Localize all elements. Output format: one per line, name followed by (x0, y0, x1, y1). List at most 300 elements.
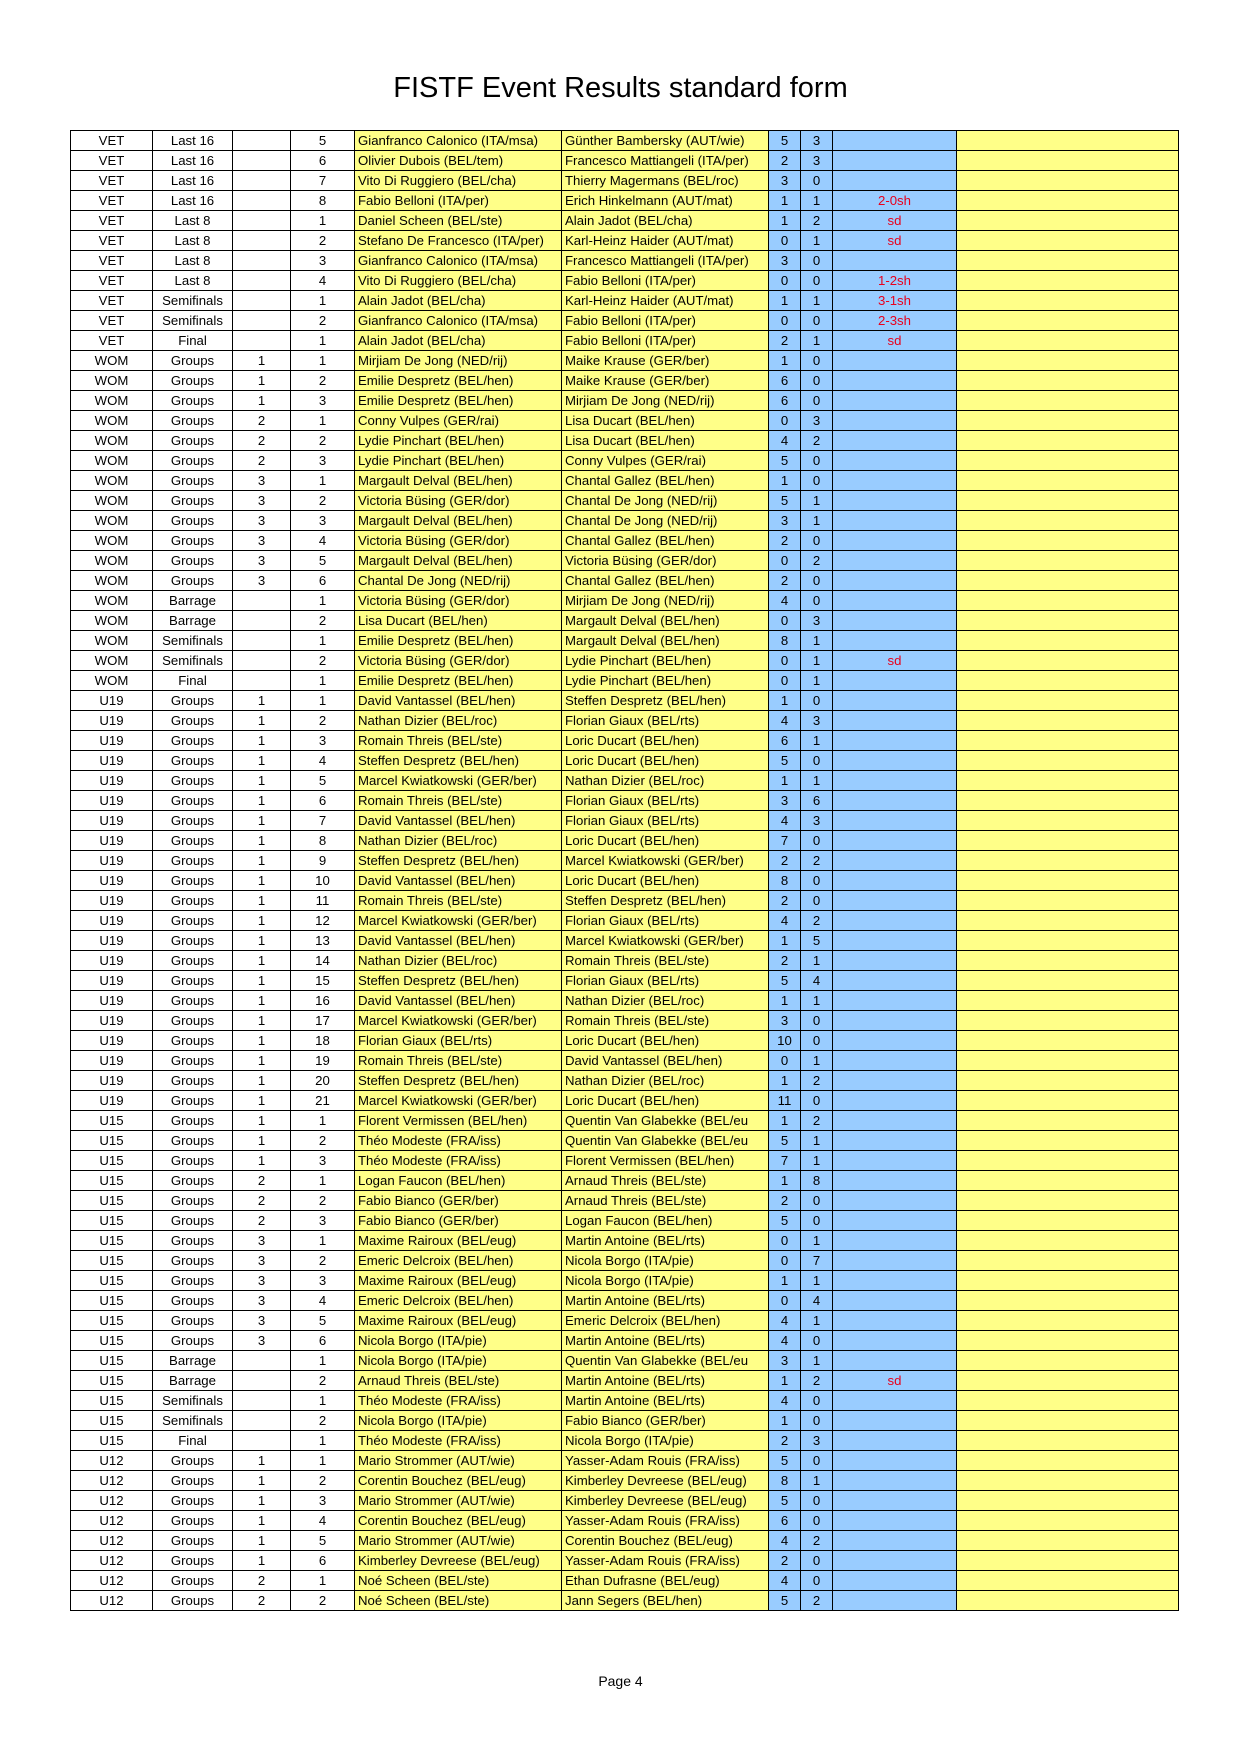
player2-cell: Lisa Ducart (BEL/hen) (562, 431, 769, 451)
player2-cell: Quentin Van Glabekke (BEL/eu (562, 1131, 769, 1151)
extra-cell (957, 811, 1179, 831)
group-cell (233, 611, 291, 631)
player2-cell: Victoria Büsing (GER/dor) (562, 551, 769, 571)
player2-cell: Florian Giaux (BEL/rts) (562, 811, 769, 831)
table-row (71, 1351, 1179, 1371)
match-cell: 2 (291, 1471, 355, 1491)
extra-cell (957, 831, 1179, 851)
group-cell: 3 (233, 1331, 291, 1351)
score1-cell: 0 (769, 1251, 801, 1271)
extra-cell (957, 871, 1179, 891)
category-cell: WOM (71, 411, 153, 431)
score2-cell: 1 (801, 511, 833, 531)
match-cell: 1 (291, 331, 355, 351)
score1-cell: 5 (769, 491, 801, 511)
score1-cell: 6 (769, 391, 801, 411)
match-cell: 3 (291, 731, 355, 751)
player1-cell: Maxime Rairoux (BEL/eug) (355, 1271, 562, 1291)
round-cell: Groups (153, 1011, 233, 1031)
player1-cell: Nathan Dizier (BEL/roc) (355, 831, 562, 851)
table-row (71, 1151, 1179, 1171)
table-row (71, 931, 1179, 951)
group-cell: 1 (233, 1471, 291, 1491)
player1-cell: Lydie Pinchart (BEL/hen) (355, 431, 562, 451)
group-cell: 1 (233, 1451, 291, 1471)
score2-cell: 1 (801, 1271, 833, 1291)
group-cell: 2 (233, 1171, 291, 1191)
extra-cell (957, 351, 1179, 371)
group-cell: 3 (233, 1231, 291, 1251)
player1-cell: Emilie Despretz (BEL/hen) (355, 671, 562, 691)
score1-cell: 8 (769, 631, 801, 651)
match-cell: 3 (291, 451, 355, 471)
score1-cell: 4 (769, 911, 801, 931)
round-cell: Groups (153, 1491, 233, 1511)
player2-cell: David Vantassel (BEL/hen) (562, 1051, 769, 1071)
note-cell: sd (833, 651, 957, 671)
score2-cell: 0 (801, 591, 833, 611)
note-cell (833, 591, 957, 611)
player2-cell: Chantal De Jong (NED/rij) (562, 511, 769, 531)
table-row (71, 511, 1179, 531)
table-row (71, 1191, 1179, 1211)
score2-cell: 2 (801, 911, 833, 931)
round-cell: Groups (153, 391, 233, 411)
round-cell: Groups (153, 1111, 233, 1131)
note-cell (833, 1051, 957, 1071)
round-cell: Groups (153, 1071, 233, 1091)
round-cell: Groups (153, 1231, 233, 1251)
score2-cell: 0 (801, 691, 833, 711)
extra-cell (957, 971, 1179, 991)
group-cell (233, 271, 291, 291)
match-cell: 7 (291, 171, 355, 191)
player2-cell: Romain Threis (BEL/ste) (562, 1011, 769, 1031)
table-row (71, 1411, 1179, 1431)
player1-cell: Steffen Despretz (BEL/hen) (355, 971, 562, 991)
table-row (71, 331, 1179, 351)
score1-cell: 4 (769, 1391, 801, 1411)
extra-cell (957, 1411, 1179, 1431)
table-row (71, 611, 1179, 631)
note-cell (833, 1251, 957, 1271)
group-cell: 1 (233, 391, 291, 411)
round-cell: Last 16 (153, 131, 233, 151)
player1-cell: David Vantassel (BEL/hen) (355, 931, 562, 951)
table-row (71, 1491, 1179, 1511)
category-cell: VET (71, 251, 153, 271)
score2-cell: 0 (801, 1551, 833, 1571)
note-cell (833, 251, 957, 271)
score2-cell: 4 (801, 1291, 833, 1311)
category-cell: U15 (71, 1291, 153, 1311)
player2-cell: Kimberley Devreese (BEL/eug) (562, 1471, 769, 1491)
score1-cell: 11 (769, 1091, 801, 1111)
group-cell: 2 (233, 1191, 291, 1211)
category-cell: U15 (71, 1391, 153, 1411)
table-row (71, 1111, 1179, 1131)
category-cell: U15 (71, 1331, 153, 1351)
group-cell: 1 (233, 1531, 291, 1551)
player2-cell: Romain Threis (BEL/ste) (562, 951, 769, 971)
match-cell: 1 (291, 1431, 355, 1451)
score2-cell: 0 (801, 1571, 833, 1591)
player1-cell: Nathan Dizier (BEL/roc) (355, 711, 562, 731)
match-cell: 3 (291, 251, 355, 271)
match-cell: 4 (291, 271, 355, 291)
player1-cell: Lydie Pinchart (BEL/hen) (355, 451, 562, 471)
extra-cell (957, 1231, 1179, 1251)
extra-cell (957, 551, 1179, 571)
table-row (71, 631, 1179, 651)
table-row (71, 971, 1179, 991)
extra-cell (957, 731, 1179, 751)
score2-cell: 1 (801, 1471, 833, 1491)
table-row (71, 851, 1179, 871)
table-row (71, 431, 1179, 451)
category-cell: U15 (71, 1131, 153, 1151)
note-cell (833, 791, 957, 811)
table-row (71, 1571, 1179, 1591)
table-row (71, 1291, 1179, 1311)
extra-cell (957, 511, 1179, 531)
score1-cell: 8 (769, 1471, 801, 1491)
category-cell: U15 (71, 1431, 153, 1451)
score2-cell: 0 (801, 831, 833, 851)
score2-cell: 0 (801, 1331, 833, 1351)
page-number: Page 4 (598, 1673, 643, 1689)
extra-cell (957, 211, 1179, 231)
round-cell: Groups (153, 1591, 233, 1611)
note-cell (833, 1351, 957, 1371)
match-cell: 2 (291, 431, 355, 451)
score1-cell: 7 (769, 831, 801, 851)
round-cell: Groups (153, 1451, 233, 1471)
table-row (71, 1371, 1179, 1391)
category-cell: VET (71, 191, 153, 211)
round-cell: Barrage (153, 591, 233, 611)
note-cell (833, 351, 957, 371)
match-cell: 4 (291, 531, 355, 551)
extra-cell (957, 1511, 1179, 1531)
note-cell (833, 151, 957, 171)
player2-cell: Francesco Mattiangeli (ITA/per) (562, 151, 769, 171)
player1-cell: Olivier Dubois (BEL/tem) (355, 151, 562, 171)
score2-cell: 0 (801, 1091, 833, 1111)
player1-cell: Conny Vulpes (GER/rai) (355, 411, 562, 431)
score2-cell: 4 (801, 971, 833, 991)
score2-cell: 0 (801, 311, 833, 331)
player1-cell: Marcel Kwiatkowski (GER/ber) (355, 1091, 562, 1111)
note-cell (833, 711, 957, 731)
extra-cell (957, 1211, 1179, 1231)
note-cell (833, 1531, 957, 1551)
table-row (71, 1311, 1179, 1331)
match-cell: 2 (291, 611, 355, 631)
extra-cell (957, 371, 1179, 391)
player1-cell: Steffen Despretz (BEL/hen) (355, 851, 562, 871)
match-cell: 1 (291, 351, 355, 371)
category-cell: U15 (71, 1251, 153, 1271)
table-row (71, 1091, 1179, 1111)
player2-cell: Fabio Belloni (ITA/per) (562, 331, 769, 351)
score1-cell: 2 (769, 1191, 801, 1211)
match-cell: 7 (291, 811, 355, 831)
extra-cell (957, 1331, 1179, 1351)
score1-cell: 1 (769, 211, 801, 231)
note-cell (833, 1031, 957, 1051)
table-row (71, 251, 1179, 271)
score2-cell: 0 (801, 531, 833, 551)
player1-cell: Marcel Kwiatkowski (GER/ber) (355, 1011, 562, 1031)
note-cell (833, 1191, 957, 1211)
player2-cell: Margault Delval (BEL/hen) (562, 631, 769, 651)
table-row (71, 1171, 1179, 1191)
player1-cell: Maxime Rairoux (BEL/eug) (355, 1231, 562, 1251)
round-cell: Groups (153, 1571, 233, 1591)
match-cell: 2 (291, 1251, 355, 1271)
category-cell: WOM (71, 671, 153, 691)
score2-cell: 2 (801, 851, 833, 871)
category-cell: U15 (71, 1271, 153, 1291)
score1-cell: 3 (769, 511, 801, 531)
player1-cell: Arnaud Threis (BEL/ste) (355, 1371, 562, 1391)
match-cell: 5 (291, 771, 355, 791)
match-cell: 16 (291, 991, 355, 1011)
group-cell: 1 (233, 951, 291, 971)
player2-cell: Nathan Dizier (BEL/roc) (562, 1071, 769, 1091)
table-row (71, 391, 1179, 411)
category-cell: U19 (71, 691, 153, 711)
round-cell: Groups (153, 1291, 233, 1311)
score1-cell: 0 (769, 611, 801, 631)
note-cell (833, 931, 957, 951)
extra-cell (957, 791, 1179, 811)
table-row (71, 891, 1179, 911)
table-row (71, 1271, 1179, 1291)
player1-cell: Victoria Büsing (GER/dor) (355, 651, 562, 671)
category-cell: U19 (71, 1051, 153, 1071)
table-row (71, 571, 1179, 591)
match-cell: 2 (291, 491, 355, 511)
player1-cell: Romain Threis (BEL/ste) (355, 1051, 562, 1071)
category-cell: WOM (71, 611, 153, 631)
round-cell: Groups (153, 731, 233, 751)
note-cell (833, 571, 957, 591)
match-cell: 3 (291, 511, 355, 531)
score1-cell: 4 (769, 1531, 801, 1551)
extra-cell (957, 1271, 1179, 1291)
match-cell: 2 (291, 1411, 355, 1431)
note-cell (833, 1491, 957, 1511)
score2-cell: 2 (801, 1371, 833, 1391)
group-cell (233, 171, 291, 191)
match-cell: 3 (291, 391, 355, 411)
score2-cell: 0 (801, 1451, 833, 1471)
category-cell: VET (71, 211, 153, 231)
table-row (71, 1251, 1179, 1271)
score1-cell: 3 (769, 171, 801, 191)
extra-cell (957, 1051, 1179, 1071)
extra-cell (957, 891, 1179, 911)
score2-cell: 2 (801, 551, 833, 571)
extra-cell (957, 631, 1179, 651)
player1-cell: Victoria Büsing (GER/dor) (355, 491, 562, 511)
player2-cell: Ethan Dufrasne (BEL/eug) (562, 1571, 769, 1591)
player2-cell: Marcel Kwiatkowski (GER/ber) (562, 851, 769, 871)
group-cell (233, 231, 291, 251)
match-cell: 13 (291, 931, 355, 951)
player1-cell: Alain Jadot (BEL/cha) (355, 291, 562, 311)
player2-cell: Nicola Borgo (ITA/pie) (562, 1251, 769, 1271)
extra-cell (957, 251, 1179, 271)
player1-cell: Emeric Delcroix (BEL/hen) (355, 1291, 562, 1311)
category-cell: VET (71, 171, 153, 191)
extra-cell (957, 611, 1179, 631)
extra-cell (957, 131, 1179, 151)
extra-cell (957, 1471, 1179, 1491)
category-cell: U19 (71, 751, 153, 771)
score1-cell: 1 (769, 991, 801, 1011)
category-cell: U15 (71, 1171, 153, 1191)
match-cell: 3 (291, 1271, 355, 1291)
group-cell: 1 (233, 991, 291, 1011)
note-cell (833, 451, 957, 471)
round-cell: Groups (153, 451, 233, 471)
round-cell: Groups (153, 951, 233, 971)
category-cell: WOM (71, 571, 153, 591)
player2-cell: Mirjiam De Jong (NED/rij) (562, 591, 769, 611)
player1-cell: Nicola Borgo (ITA/pie) (355, 1331, 562, 1351)
score2-cell: 0 (801, 1391, 833, 1411)
extra-cell (957, 1311, 1179, 1331)
player1-cell: David Vantassel (BEL/hen) (355, 871, 562, 891)
player1-cell: David Vantassel (BEL/hen) (355, 991, 562, 1011)
match-cell: 4 (291, 1511, 355, 1531)
player2-cell: Martin Antoine (BEL/rts) (562, 1391, 769, 1411)
extra-cell (957, 1531, 1179, 1551)
category-cell: VET (71, 291, 153, 311)
round-cell: Groups (153, 511, 233, 531)
match-cell: 21 (291, 1091, 355, 1111)
score1-cell: 7 (769, 1151, 801, 1171)
player1-cell: Fabio Bianco (GER/ber) (355, 1191, 562, 1211)
table-row (71, 291, 1179, 311)
match-cell: 3 (291, 1491, 355, 1511)
player2-cell: Yasser-Adam Rouis (FRA/iss) (562, 1511, 769, 1531)
score1-cell: 5 (769, 971, 801, 991)
note-cell (833, 671, 957, 691)
score2-cell: 0 (801, 271, 833, 291)
table-row (71, 211, 1179, 231)
player2-cell: Loric Ducart (BEL/hen) (562, 831, 769, 851)
score1-cell: 0 (769, 311, 801, 331)
group-cell (233, 251, 291, 271)
group-cell (233, 331, 291, 351)
note-cell (833, 731, 957, 751)
score2-cell: 6 (801, 791, 833, 811)
player2-cell: Thierry Magermans (BEL/roc) (562, 171, 769, 191)
round-cell: Last 8 (153, 271, 233, 291)
extra-cell (957, 1011, 1179, 1031)
group-cell: 1 (233, 1011, 291, 1031)
player1-cell: Logan Faucon (BEL/hen) (355, 1171, 562, 1191)
player1-cell: Gianfranco Calonico (ITA/msa) (355, 251, 562, 271)
extra-cell (957, 1431, 1179, 1451)
round-cell: Groups (153, 871, 233, 891)
group-cell: 3 (233, 571, 291, 591)
player1-cell: Margault Delval (BEL/hen) (355, 511, 562, 531)
group-cell (233, 131, 291, 151)
category-cell: WOM (71, 431, 153, 451)
note-cell (833, 1211, 957, 1231)
score1-cell: 3 (769, 791, 801, 811)
table-row (71, 1451, 1179, 1471)
match-cell: 4 (291, 751, 355, 771)
extra-cell (957, 851, 1179, 871)
category-cell: VET (71, 131, 153, 151)
note-cell (833, 691, 957, 711)
extra-cell (957, 1551, 1179, 1571)
extra-cell (957, 1071, 1179, 1091)
table-row (71, 451, 1179, 471)
player1-cell: Mario Strommer (AUT/wie) (355, 1491, 562, 1511)
table-row (71, 1551, 1179, 1571)
player2-cell: Nicola Borgo (ITA/pie) (562, 1431, 769, 1451)
table-row (71, 371, 1179, 391)
score1-cell: 6 (769, 1511, 801, 1531)
player1-cell: Florian Giaux (BEL/rts) (355, 1031, 562, 1051)
match-cell: 15 (291, 971, 355, 991)
match-cell: 1 (291, 411, 355, 431)
score2-cell: 3 (801, 611, 833, 631)
extra-cell (957, 771, 1179, 791)
category-cell: U19 (71, 971, 153, 991)
table-row (71, 771, 1179, 791)
category-cell: VET (71, 271, 153, 291)
note-cell: sd (833, 331, 957, 351)
score2-cell: 0 (801, 1211, 833, 1231)
score2-cell: 0 (801, 871, 833, 891)
note-cell (833, 811, 957, 831)
player2-cell: Lisa Ducart (BEL/hen) (562, 411, 769, 431)
score2-cell: 0 (801, 891, 833, 911)
score1-cell: 1 (769, 1071, 801, 1091)
note-cell (833, 1431, 957, 1451)
group-cell (233, 191, 291, 211)
note-cell: 1-2sh (833, 271, 957, 291)
note-cell (833, 1131, 957, 1151)
score2-cell: 2 (801, 431, 833, 451)
table-row (71, 811, 1179, 831)
match-cell: 5 (291, 1531, 355, 1551)
extra-cell (957, 751, 1179, 771)
round-cell: Last 8 (153, 251, 233, 271)
group-cell: 2 (233, 1591, 291, 1611)
category-cell: U19 (71, 931, 153, 951)
match-cell: 1 (291, 1351, 355, 1371)
group-cell: 3 (233, 531, 291, 551)
note-cell: sd (833, 231, 957, 251)
round-cell: Groups (153, 1051, 233, 1071)
group-cell: 1 (233, 371, 291, 391)
player1-cell: Noé Scheen (BEL/ste) (355, 1571, 562, 1591)
score2-cell: 1 (801, 651, 833, 671)
extra-cell (957, 1591, 1179, 1611)
score1-cell: 5 (769, 1211, 801, 1231)
match-cell: 1 (291, 1231, 355, 1251)
score1-cell: 3 (769, 1351, 801, 1371)
